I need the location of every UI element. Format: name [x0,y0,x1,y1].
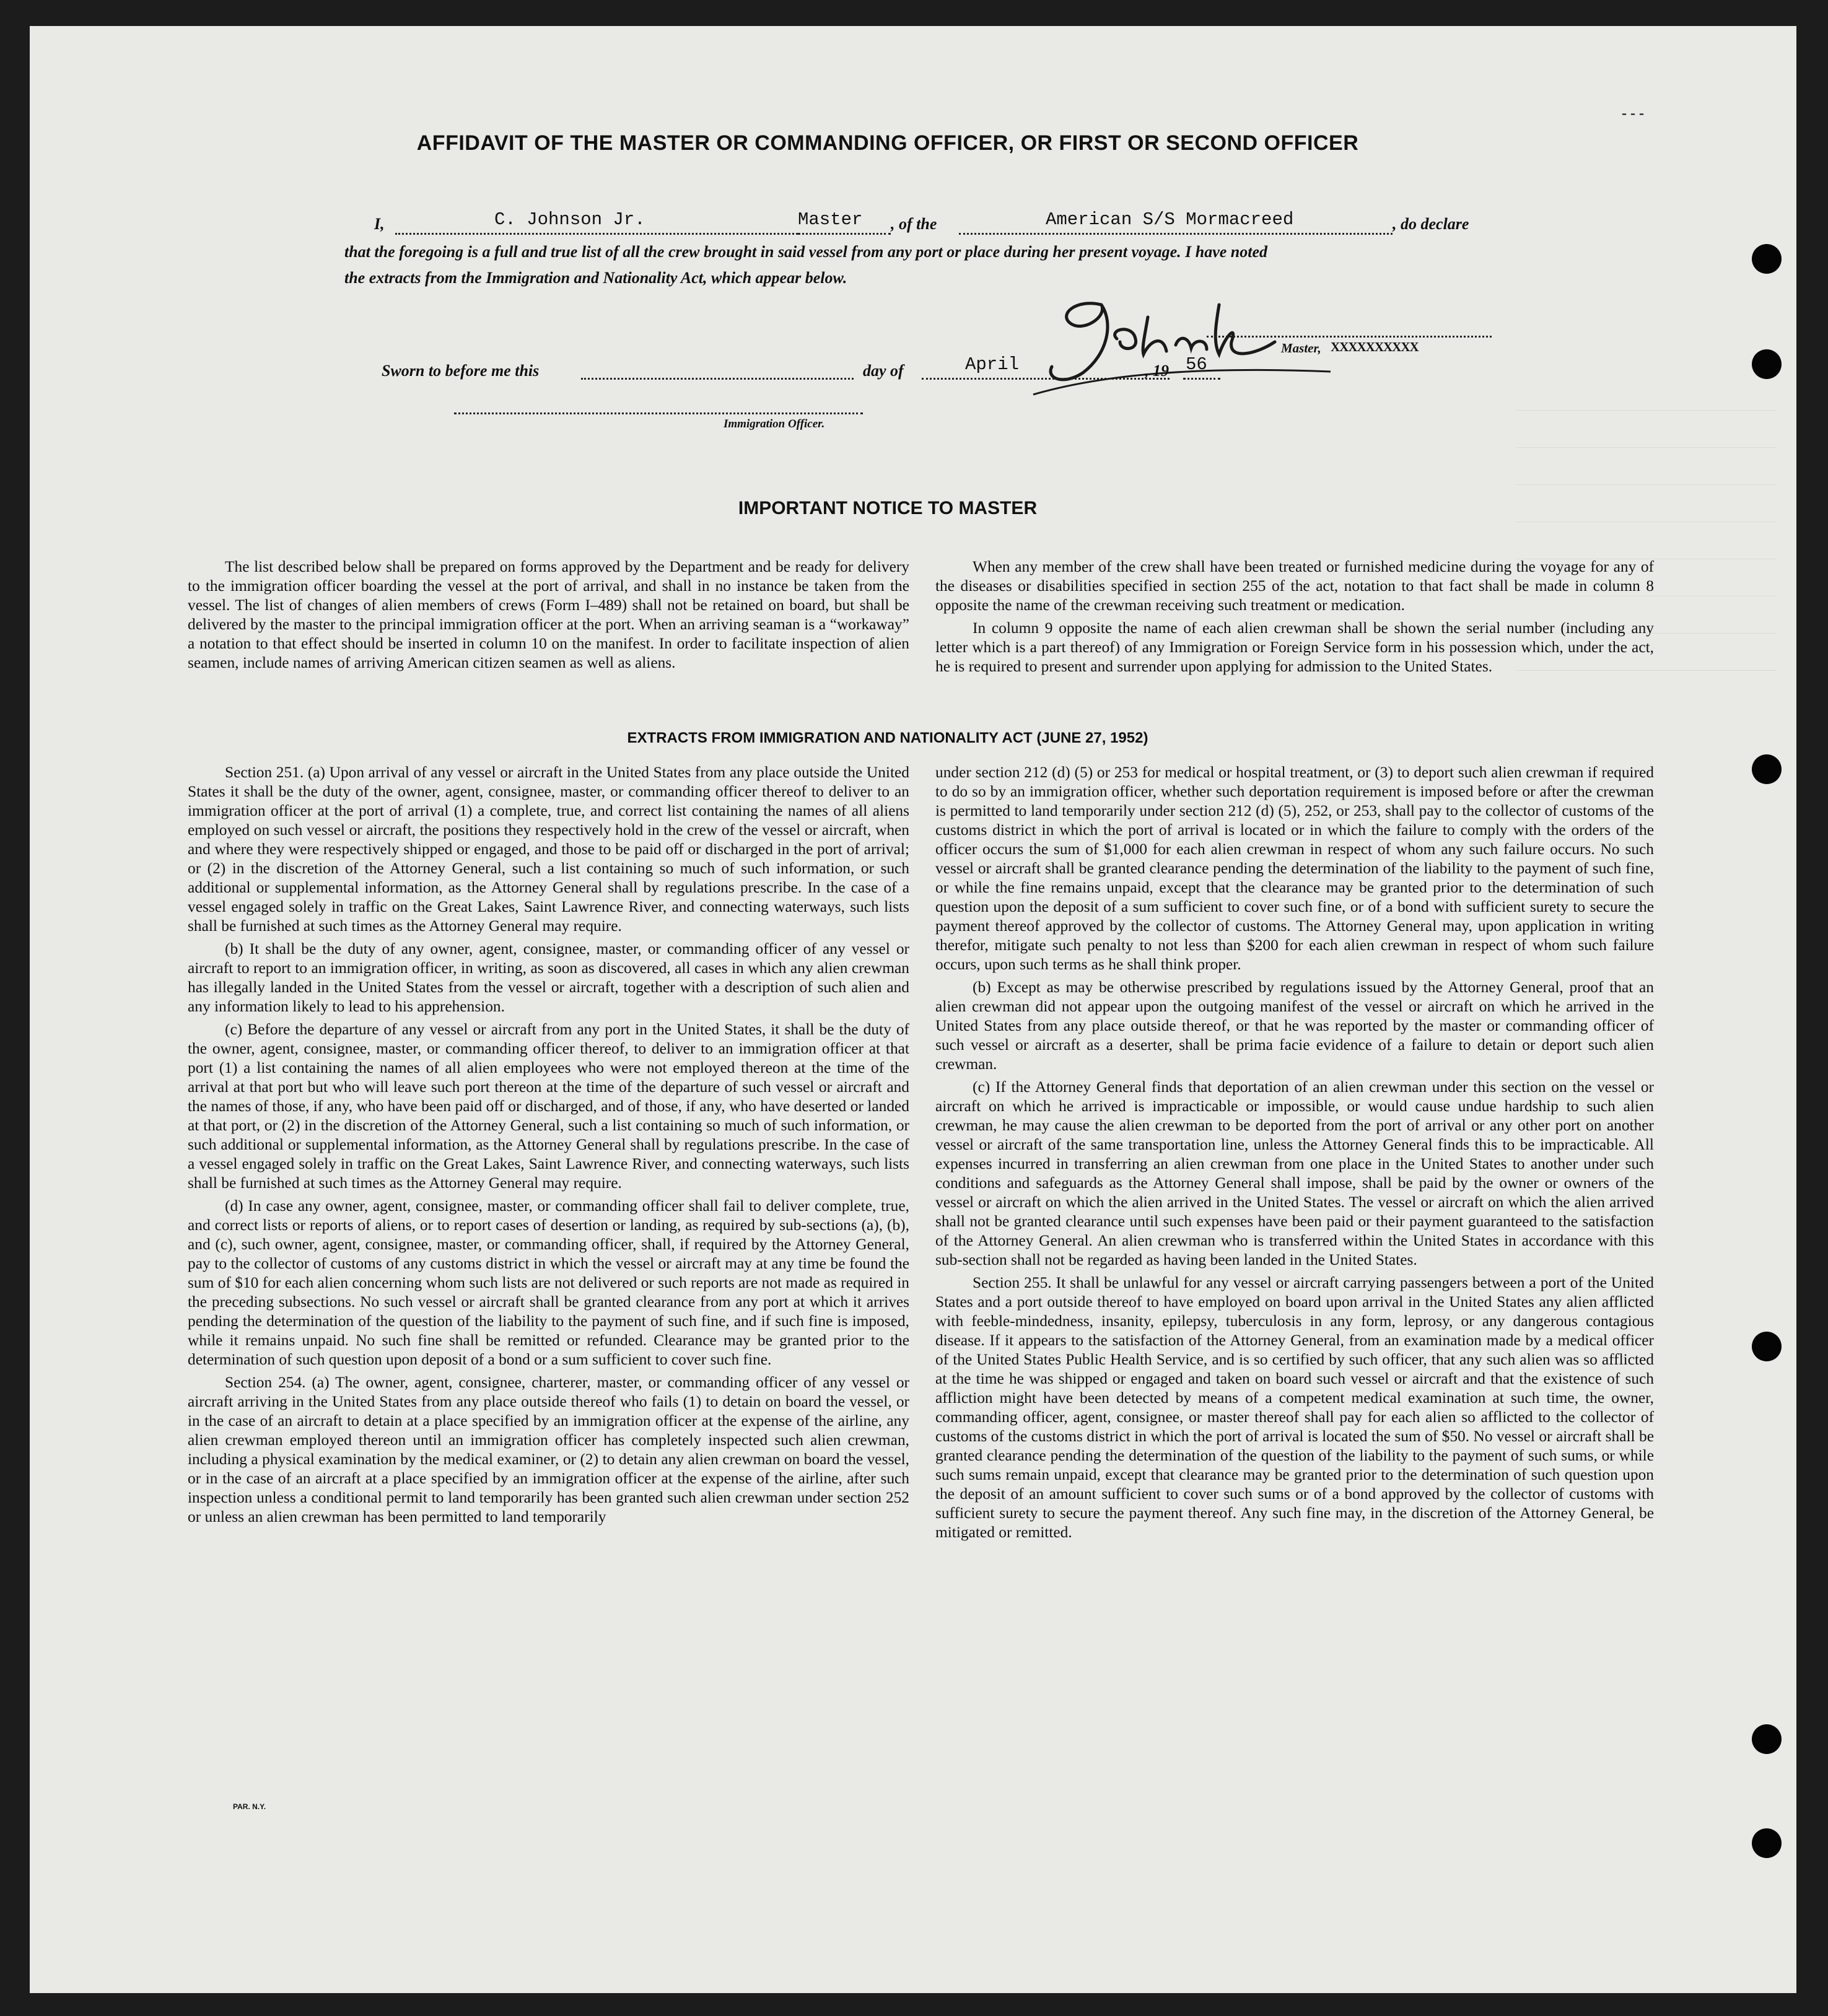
day-blank [581,378,854,380]
master-rank: Master [798,209,863,230]
sworn-prefix: Sworn to before me this [382,362,540,380]
vessel-blank [959,233,1393,235]
notice-right-column [935,557,1654,680]
affidavit-line-3: the extracts from the Immigration and Nationality Act, which appear below. [344,269,847,287]
vessel-name: American S/S Mormacreed [1046,209,1294,230]
notice-title: IMPORTANT NOTICE TO MASTER [738,498,1038,518]
signature-blank [1207,336,1492,338]
name-blank [395,233,798,235]
binder-hole-icon [1752,349,1782,379]
notice-left-column [188,557,909,676]
binder-hole-icon [1752,244,1782,274]
affidavit-title: AFFIDAVIT OF THE MASTER OR COMMANDING OFFICER, OR FIRST OR SECOND OFFICER [416,131,1359,155]
notice-left-paragraph: The list described below shall be prepared on forms approved by the Department and be ready for delivery to the immigration officer boarding the vessel at the port of arrival, and shall in no instance be taken from the vessel. The list of changes of alien members of crews (Form I–489) shall not be retained on board, but shall be delivered by the master to the principal immigration officer at the port. When an arriving seaman is a “workaway” a notation to that effect should be inserted in column 10 on the manifest. In order to facilitate inspection of alien seamen, include names of arriving American citizen seamen as well as aliens. [188,558,909,671]
extract-paragraph: Section 255. It shall be unlawful for any vessel or aircraft carrying passengers between a port of the United States and a port outside thereof to have employed on board upon arrival in the United States any alien afflicted with feeble-mindedness, insanity, epilepsy, tuberculosis in any form, leprosy, or any dangerous contagious disease. If it appears to the satisfaction of the Attorney General, from an examination made by a medical officer of the United States Public Health Service, and is so certified by such officer, that any such alien was so afflicted at the time he was shipped or engaged and taken on board such vessel or aircraft and that the existence of such affliction might have been detected by means of a competent medical examination at such time, the owner, commanding officer, agent, consignee, or master thereof shall pay for each alien so afflicted to the collector of customs of the customs district in which the port of arrival is located the sum of $50. No vessel or aircraft shall be granted clearance pending the determination of the question of the liability to the payment of such sums, or while such sums remain unpaid, except that clearance may be granted prior to the determination of such question upon the deposit of an amount sufficient to cover such sums or of a bond approved by the collector of customs with sufficient surety to secure the payment thereof. Any such fine may, in the discretion of the Attorney General, be mitigated or remitted. [935,1274,1654,1541]
master-caption: Master, [1281,341,1321,356]
corner-mark: - - - [1622,105,1644,121]
master-name: C. Johnson Jr. [494,209,645,230]
extract-paragraph: Section 251. (a) Upon arrival of any vessel or aircraft in the United States from any place outside the United States it shall be the duty of the owner, agent, consignee, master, or commanding officer thereof to deliver to an immigration officer at the port of arrival (1) a complete, true, and correct list containing the names of all aliens employed on such vessel or aircraft, the positions they respectively hold in the crew of the vessel or aircraft, when and where they were respectively shipped or engaged, and those to be paid off or discharged in the port of arrival; or (2) in the discretion of the Attorney General, such a list containing so much of such information, or such additional or supplemental information, as the Attorney General shall by regulations prescribe. In the case of a vessel engaged solely in traffic on the Great Lakes, Saint Lawrence River, and connecting waterways, such lists shall be furnished at such times as the Attorney General may require. [188,764,909,935]
binder-hole-icon [1752,1724,1782,1754]
binder-hole-icon [1752,1332,1782,1361]
month-value: April [965,354,1020,375]
extract-paragraph: (d) In case any owner, agent, consignee, master, or commanding officer shall fail to deliver complete, true, and correct lists or reports of aliens, or to report cases of desertion or landing, as required by sub-sections (a), (b), and (c), such owner, agent, consignee, master, or commanding officer, shall, if required by the Attorney General, pay to the collector of customs of any customs district in which the vessel or aircraft may at any time be found the sum of $10 for each alien concerning whom such lists are not delivered or such reports are not made as required in the preceding subsections. No such vessel or aircraft shall be granted clearance from any port at which it arrives pending the determination of the question of the liability to the payment of such fine, and if such fine is imposed, while it remains unpaid. No such fine shall be remitted or refunded. Clearance may be granted prior to the determination of such question upon deposit of a bond or a sum sufficient to cover such fine. [188,1197,909,1368]
officer-caption: Immigration Officer. [724,417,825,430]
affidavit-prefix: I, [374,215,385,233]
year-prefix: , 19 [1145,362,1169,380]
affidavit-line-2: that the foregoing is a full and true list of all the crew brought in said vessel from any port or place during her present voyage. I have noted [344,243,1268,261]
notice-right-paragraph-1: When any member of the crew shall have been treated or furnished medicine during the voyage for any of the diseases or disabilities specified in section 255 of the act, notation to that fact shall be made in column 8 opposite the name of the crewman receiving such treatment or medication. [935,558,1654,614]
extract-paragraph: (c) Before the departure of any vessel or aircraft from any port in the United States, it shall be the duty of the owner, agent, consignee, master, or commanding officer thereof, to deliver to an immigration officer at that port (1) a list containing the names of all alien employees who were not employed thereon at the time of the arrival at that port but who will leave such port thereon at the time of the departure of such vessel or aircraft and the names of those, if any, who have been paid off or discharged, and of those, if any, who have deserted or landed at that port, or (2) in the discretion of the Attorney General, such a list containing so much of such information, or such additional or supplemental information, as the Attorney General shall by regulations prescribe. In the case of a vessel engaged solely in traffic on the Great Lakes, Saint Lawrence River, and connecting waterways, such lists shall be furnished at such times as the Attorney General may require. [188,1021,909,1192]
extract-paragraph: (b) Except as may be otherwise prescribed by regulations issued by the Attorney General, proof that an alien crewman did not appear upon the outgoing manifest of the vessel or aircraft on which he arrived in the United States from any place outside thereof, or that he was reported by the master or commanding officer of such vessel or aircraft as a deserter, shall be prima facie evidence of a failure to detain or deport such alien crewman. [935,979,1654,1073]
binder-hole-icon [1752,1828,1782,1858]
binder-hole-icon [1752,754,1782,784]
document-page [30,26,1796,1993]
printer-mark: PAR. N.Y. [233,1802,266,1811]
notice-right-paragraph-2: In column 9 opposite the name of each alien crewman shall be shown the serial number (including any letter which is a part thereof) of any Immigration or Foreign Service form in his possession which, under the act, he is required to present and surrender upon applying for admission to the United States. [935,619,1654,675]
rank-blank [798,233,891,235]
extracts-right-column [935,763,1654,1546]
extract-paragraph: (c) If the Attorney General finds that deportation of an alien crewman under this section on the vessel or aircraft on which he arrived is impracticable or impossible, or would cause undue hardship to such alien crewman, he may cause the alien crewman to be deported from the port of arrival or any other port on another vessel or aircraft of the same transportation line, unless the Attorney General finds this to be impracticable. All expenses incurred in transferring an alien crewman from one place in the United States to another under such conditions and safeguards as the Attorney General shall impose, shall be paid by the owner or owners of the vessel or aircraft on which the alien arrived in the United States. The vessel or aircraft on which the alien arrived shall not be granted clearance until such expenses have been paid or their payment guaranteed to the satisfaction of the Attorney General. An alien crewman who is transferred within the United States in accordance with this sub-section shall not be regarded as having been landed in the United States. [935,1078,1654,1268]
year-value: 56 [1186,354,1207,375]
extract-paragraph: (b) It shall be the duty of any owner, agent, consignee, master, or commanding officer of any vessel or aircraft to report to an immigration officer, in writing, as soon as discovered, all cases in which any alien crewman has illegally landed in the United States from the vessel or aircraft, together with a description of such alien and any information likely to lead to his apprehension. [188,940,909,1015]
extract-paragraph: under section 212 (d) (5) or 253 for medical or hospital treatment, or (3) to deport such alien crewman if required to do so by an immigration officer, whether such deportation requirement is imposed before or after the crewman is permitted to land temporarily under section 212 (d) (5), 252, or 253, shall pay to the collector of customs of the customs district in which the port of arrival is located or in which the failure to comply with the orders of the officer occurs the sum of $1,000 for each alien crewman in respect of whom any such failure occurs. No such vessel or aircraft shall be granted clearance pending the determination of the liability to the payment of such fine, or while the fine remains unpaid, except that the clearance may be granted prior to the determination of such question upon the deposit of a sum sufficient to cover such fine, or of a bond with sufficient surety to secure the payment thereof approved by the collector of customs. The Attorney General may, upon application in writing therefor, mitigate such penalty to not less than $200 for each alien crewman in respect of whom such failure occurs, upon such terms as he shall think proper. [935,764,1654,973]
extracts-title: EXTRACTS FROM IMMIGRATION AND NATIONALITY ACT (JUNE 27, 1952) [627,730,1148,746]
extract-paragraph: Section 254. (a) The owner, agent, consignee, charterer, master, or commanding officer of any vessel or aircraft arriving in the United States from any place outside thereof who fails (1) to detain on board the vessel, or in the case of an aircraft to detain at a place specified by an immigration officer at the expense of the airline, any alien crewman employed thereon until an immigration officer has completely inspected such alien crewman, including a physical examination by the medical examiner, or (2) to detain any alien crewman on board the vessel, or in the case of an aircraft at a place specified by an immigration officer at the expense of the airline, after such inspection unless a conditional permit to land temporarily has been granted such alien crewman under section 252 or unless an alien crewman has been permitted to land temporarily [188,1374,909,1525]
month-blank [922,378,1170,380]
do-declare-label: , do declare [1393,215,1469,233]
extracts-left-column [188,763,909,1530]
day-of-label: day of [863,362,904,380]
officer-signature-blank [454,412,863,414]
year-blank [1183,378,1220,380]
of-the-label: , of the [891,215,937,233]
struck-caption: XXXXXXXXXX [1331,339,1419,354]
